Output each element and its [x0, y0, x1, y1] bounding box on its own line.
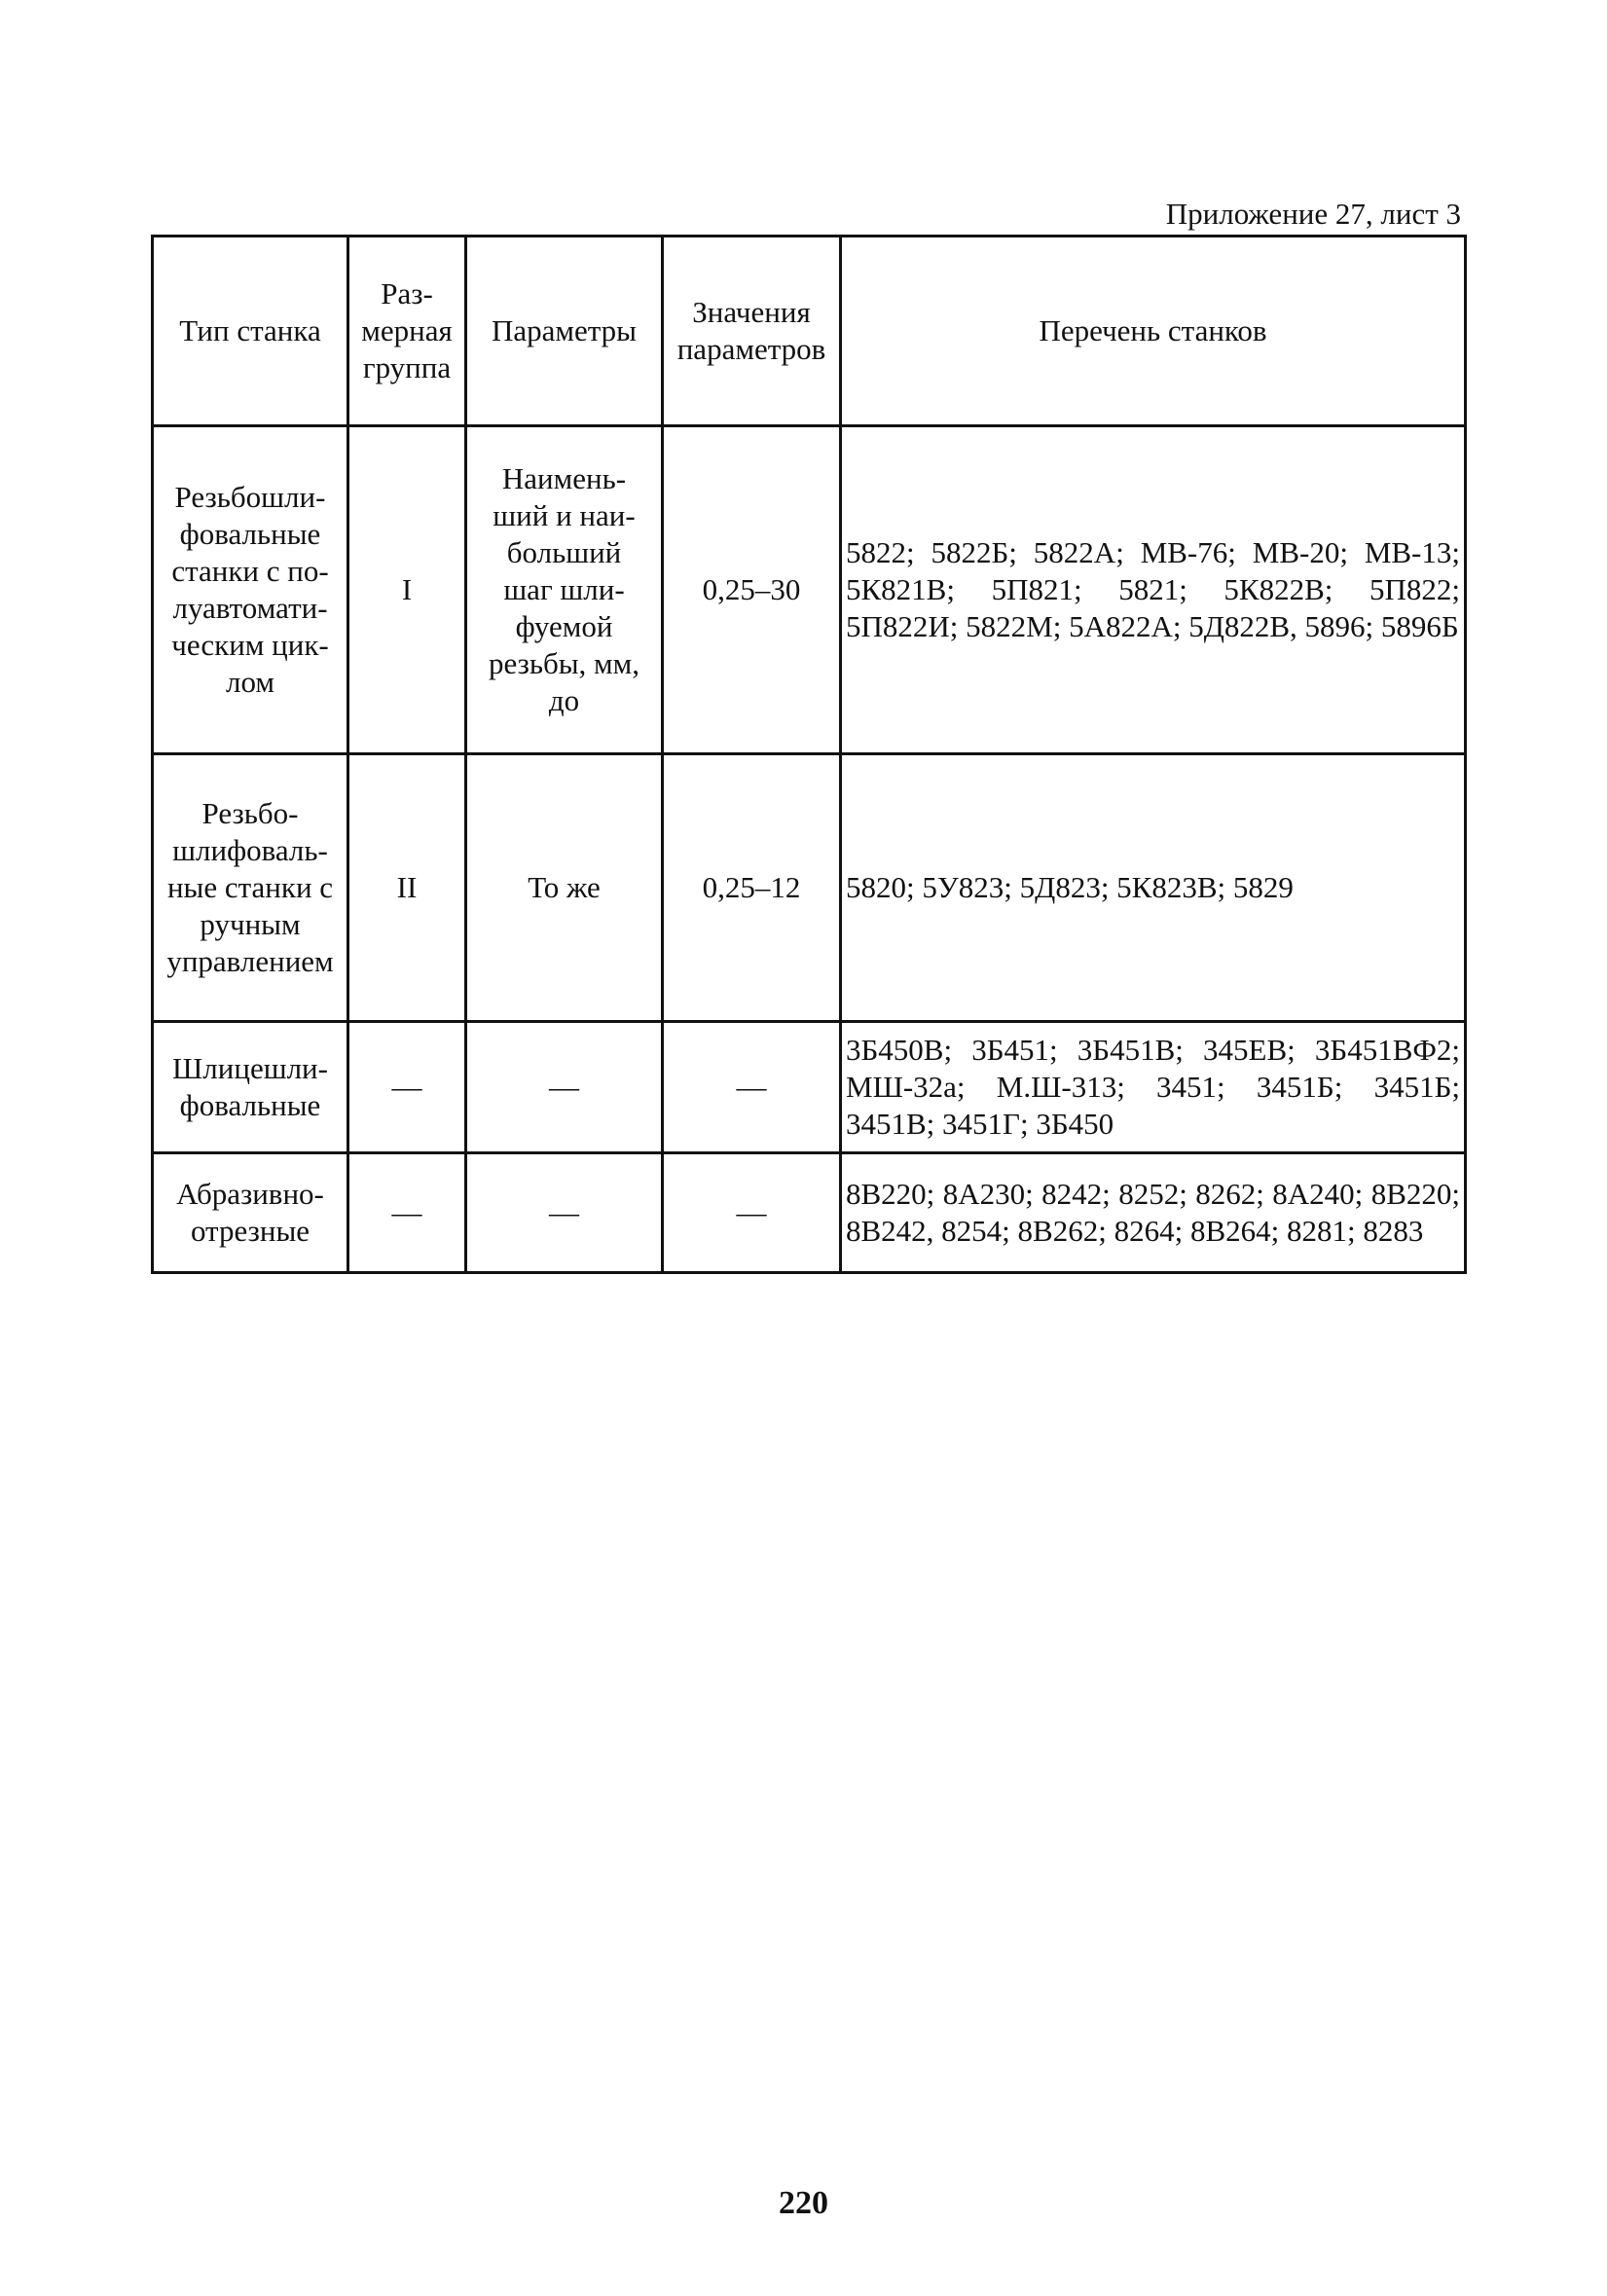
table-header-row — [153, 237, 1466, 426]
cell-parameters: — — [466, 1022, 663, 1153]
machine-table — [151, 235, 1467, 1274]
cell-machine-list: 8В220; 8А230; 8242; 8252; 8262; 8А240; 8В220; 8В242, 8254; 8В262; 8264; 8В264; 8281; 8283 — [841, 1153, 1466, 1273]
page-number: 220 — [779, 2185, 828, 2221]
cell-machine-type: Абразивно- отрезные — [153, 1153, 348, 1273]
cell-parameters: То же — [466, 754, 663, 1022]
table-row — [153, 1022, 1466, 1153]
cell-values: 0,25–30 — [663, 426, 841, 754]
cell-machine-type: Резьбо- шлифоваль- ные станки с ручным управлением — [153, 754, 348, 1022]
cell-size-group: II — [348, 754, 466, 1022]
header-values: Значения параметров — [663, 237, 841, 426]
cell-machine-list: 5822; 5822Б; 5822А; МВ-76; МВ-20; МВ-13; 5К821В; 5П821; 5821; 5К822В; 5П822; 5П822И; 5822М; 5А822А; 5Д822В, 5896; 5896Б — [841, 426, 1466, 754]
header-parameters: Параметры — [466, 237, 663, 426]
cell-machine-list: 5820; 5У823; 5Д823; 5К823В; 5829 — [841, 754, 1466, 1022]
cell-values: — — [663, 1022, 841, 1153]
cell-parameters: — — [466, 1153, 663, 1273]
cell-machine-list: 3Б450В; 3Б451; 3Б451В; 345ЕВ; 3Б451ВФ2; МШ-32а; М.Ш-313; 3451; 3451Б; 3451Б; 3451В; 3451Г; 3Б450 — [841, 1022, 1466, 1153]
header-size-group: Раз- мерная группа — [348, 237, 466, 426]
cell-size-group: I — [348, 426, 466, 754]
cell-values: — — [663, 1153, 841, 1273]
table-row — [153, 1153, 1466, 1273]
cell-size-group: — — [348, 1153, 466, 1273]
table-row — [153, 754, 1466, 1022]
table-row — [153, 426, 1466, 754]
cell-size-group: — — [348, 1022, 466, 1153]
header-machine-list: Перечень станков — [841, 237, 1466, 426]
appendix-label: Приложение 27, лист 3 — [1165, 197, 1461, 231]
header-machine-type: Тип станка — [153, 237, 348, 426]
cell-machine-type: Шлицешли- фовальные — [153, 1022, 348, 1153]
cell-parameters: Наимень- ший и наи- больший шаг шли- фуемой резьбы, мм, до — [466, 426, 663, 754]
cell-machine-type: Резьбошли- фовальные станки с по- луавтомати- ческим цик- лом — [153, 426, 348, 754]
cell-values: 0,25–12 — [663, 754, 841, 1022]
